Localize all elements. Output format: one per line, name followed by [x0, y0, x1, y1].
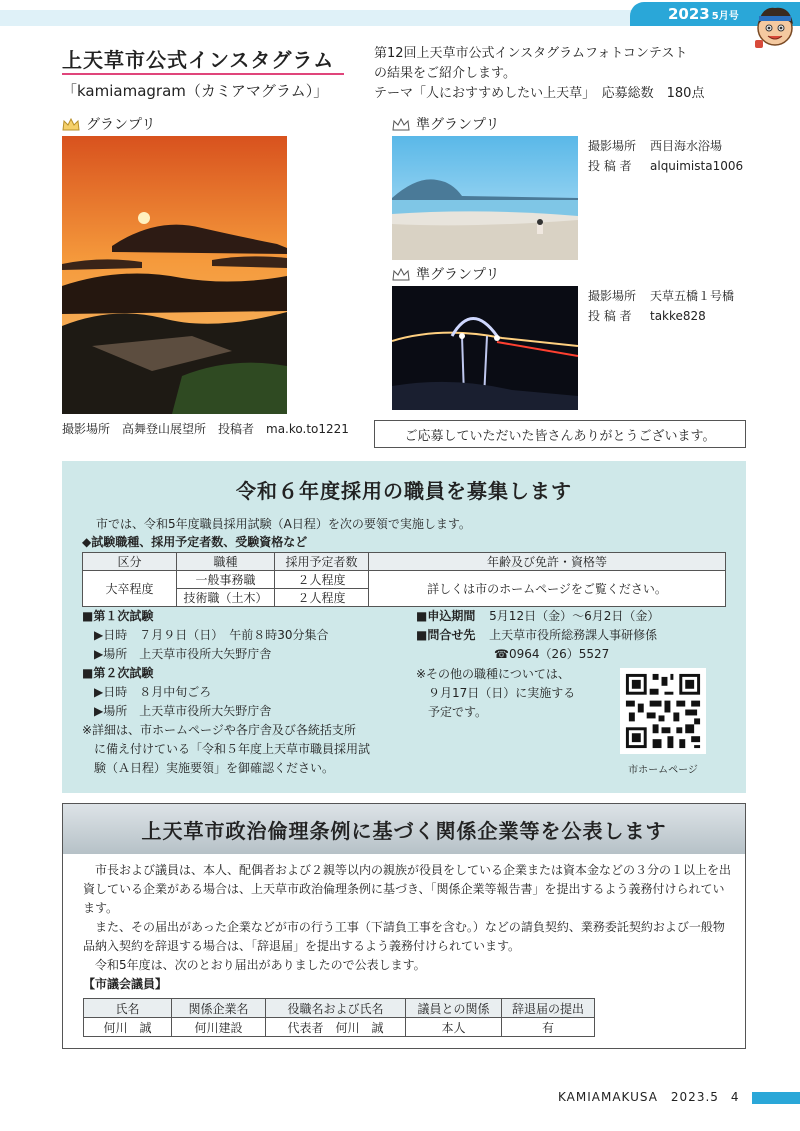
place-value: 天草五橋１号橋	[650, 289, 735, 303]
runner-up-photo-beach	[392, 136, 578, 260]
issue-year: 2023	[668, 5, 710, 23]
first-exam-heading: ■第１次試験	[82, 609, 154, 623]
table-header-row	[83, 553, 726, 571]
count-cell: ２人程度	[275, 589, 369, 607]
place-key: 撮影場所	[588, 289, 637, 303]
runner-up-2-meta	[588, 286, 734, 326]
application-label: ■申込期間	[416, 609, 476, 623]
job-cell: 技術職（土木）	[177, 589, 275, 607]
crown-icon	[392, 118, 410, 131]
second-exam-date: ▶日時 ８月中旬ごろ	[94, 685, 212, 699]
details-line: 験（Ａ日程）実施要領」を御確認ください。	[94, 761, 335, 775]
table-row	[84, 1018, 595, 1037]
runner-up-heading	[392, 114, 499, 134]
qr-code[interactable]	[620, 668, 706, 754]
table-header-row	[84, 999, 595, 1018]
ethics-section	[62, 803, 746, 1049]
page-number: 4	[730, 1090, 740, 1104]
runner-up-photo-bridge	[392, 286, 578, 410]
ethics-table-heading: 【市議会議員】	[83, 977, 168, 991]
runner-up-1-meta	[588, 136, 743, 176]
grand-prix-label: グランプリ	[86, 117, 156, 133]
header-cell: 採用予定者数	[275, 553, 369, 571]
header-cell: 年齢及び免許・資格等	[369, 553, 726, 571]
first-exam-place: ▶場所 上天草市役所大矢野庁舎	[94, 647, 272, 661]
header-cell: 氏名	[84, 999, 172, 1018]
qr-caption: 市ホームページ	[628, 765, 698, 776]
intro-line: の結果をご紹介します。	[374, 66, 516, 81]
details-line: ※詳細は、市ホームページや各庁舎及び各統括支所	[82, 723, 356, 737]
runner-up-label: 準グランプリ	[416, 267, 500, 283]
grand-prix-caption: 撮影場所 高舞登山展望所 投稿者 ma.ko.to1221	[62, 422, 349, 436]
place-key: 撮影場所	[588, 139, 637, 153]
contest-intro	[374, 44, 704, 104]
ethics-body	[83, 861, 733, 994]
details-line: に備え付けている「令和５年度上天草市職員採用試	[94, 742, 371, 756]
poster-key: 投 稿 者	[588, 159, 632, 173]
second-exam-place: ▶場所 上天草市役所大矢野庁舎	[94, 704, 272, 718]
other-jobs-note	[416, 665, 575, 722]
ethics-paragraph: また、その届出があった企業などが市の行う工事（下請負工事を含む。）などの請負契約、業務委託契約および一般物品納入契約を辞退する場合は、「辞退届」を提出するよう義務付けられています。	[83, 920, 725, 953]
cell: 何川 誠	[84, 1018, 172, 1037]
cell: 何川建設	[172, 1018, 266, 1037]
header-cell: 役職名および氏名	[266, 999, 406, 1018]
contact	[416, 626, 657, 645]
header-cell: 職種	[177, 553, 275, 571]
footer-bar	[752, 1092, 800, 1104]
place-value: 西目海水浴場	[650, 139, 723, 153]
header-cell: 辞退届の提出	[502, 999, 595, 1018]
note-cell: 詳しくは市のホームページをご覧ください。	[369, 571, 726, 607]
cell: 本人	[406, 1018, 502, 1037]
runner-up-label: 準グランプリ	[416, 117, 500, 133]
poster-value: alquimista1006	[650, 159, 744, 173]
job-cell: 一般事務職	[177, 571, 275, 589]
ethics-paragraph: 市長および議員は、本人、配偶者および２親等以内の親族が役員をしている企業または資本金などの３分の１以上を出資している企業がある場合は、上天草市政治倫理条例に基づき、「関係企業等報告書」を提出するよう義務付けられています。	[83, 863, 732, 915]
first-exam-date: ▶日時 ７月９日（日） 午前８時30分集合	[94, 628, 329, 642]
issue-label	[668, 5, 739, 23]
application-period	[416, 607, 659, 626]
other-line: ※その他の職種については、	[416, 667, 570, 681]
other-line: 予定です。	[428, 705, 488, 719]
category-cell: 大卒程度	[83, 571, 177, 607]
second-exam-heading: ■第２次試験	[82, 666, 154, 680]
intro-line: テーマ「人におすすめしたい上天草」 応募総数 180点	[374, 86, 705, 101]
other-line: ９月17日（日）に実施する	[428, 686, 576, 700]
contact-label: ■問合せ先	[416, 628, 476, 642]
recruitment-intro: 市では、令和5年度職員採用試験（A日程）を次の要領で実施します。	[96, 517, 471, 531]
table-row	[83, 571, 726, 589]
header-cell: 区分	[83, 553, 177, 571]
details-note	[82, 721, 370, 778]
cell: 代表者 何川 誠	[266, 1018, 406, 1037]
second-exam	[82, 664, 271, 721]
ethics-paragraph: 令和5年度は、次のとおり届出がありましたので公表します。	[83, 958, 426, 972]
poster-value: takke828	[650, 309, 706, 323]
contact-phone: ☎0964（26）5527	[494, 647, 610, 661]
recruitment-section	[62, 461, 746, 793]
thanks-box: ご応募していただいた皆さんありがとうございます。	[374, 420, 746, 448]
contact-value: 上天草市役所総務課人事研修係	[489, 628, 658, 642]
intro-line: 第12回上天草市公式インスタグラムフォトコンテスト	[374, 46, 688, 61]
instagram-title: 上天草市公式インスタグラム	[62, 48, 335, 72]
first-exam	[82, 607, 329, 664]
recruitment-title: 令和６年度採用の職員を募集します	[236, 479, 572, 503]
instagram-subtitle: 「kamiamagram（カミアマグラム）」	[62, 82, 329, 100]
footer	[558, 1088, 740, 1105]
runner-up-heading	[392, 264, 499, 284]
ethics-table	[83, 998, 595, 1037]
crown-icon	[62, 118, 80, 131]
crown-icon	[392, 268, 410, 281]
cell: 有	[502, 1018, 595, 1037]
ethics-title: 上天草市政治倫理条例に基づく関係企業等を公表します	[63, 804, 745, 854]
grand-prix-photo	[62, 136, 287, 414]
issue-month: 5月号	[711, 11, 739, 22]
qr-code-icon	[620, 668, 706, 754]
recruitment-table	[82, 552, 726, 607]
footer-magazine: KAMIAMAKUSA 2023.5	[558, 1090, 719, 1104]
count-cell: ２人程度	[275, 571, 369, 589]
poster-key: 投 稿 者	[588, 309, 632, 323]
mascot-icon	[752, 2, 798, 50]
header-cell: 関係企業名	[172, 999, 266, 1018]
application-value: 5月12日（金）～6月2日（金）	[489, 609, 660, 623]
table-heading: ◆試験職種、採用予定者数、受験資格など	[82, 535, 308, 549]
header-cell: 議員との関係	[406, 999, 502, 1018]
title-underline	[62, 73, 344, 75]
grand-prix-heading	[62, 114, 155, 134]
